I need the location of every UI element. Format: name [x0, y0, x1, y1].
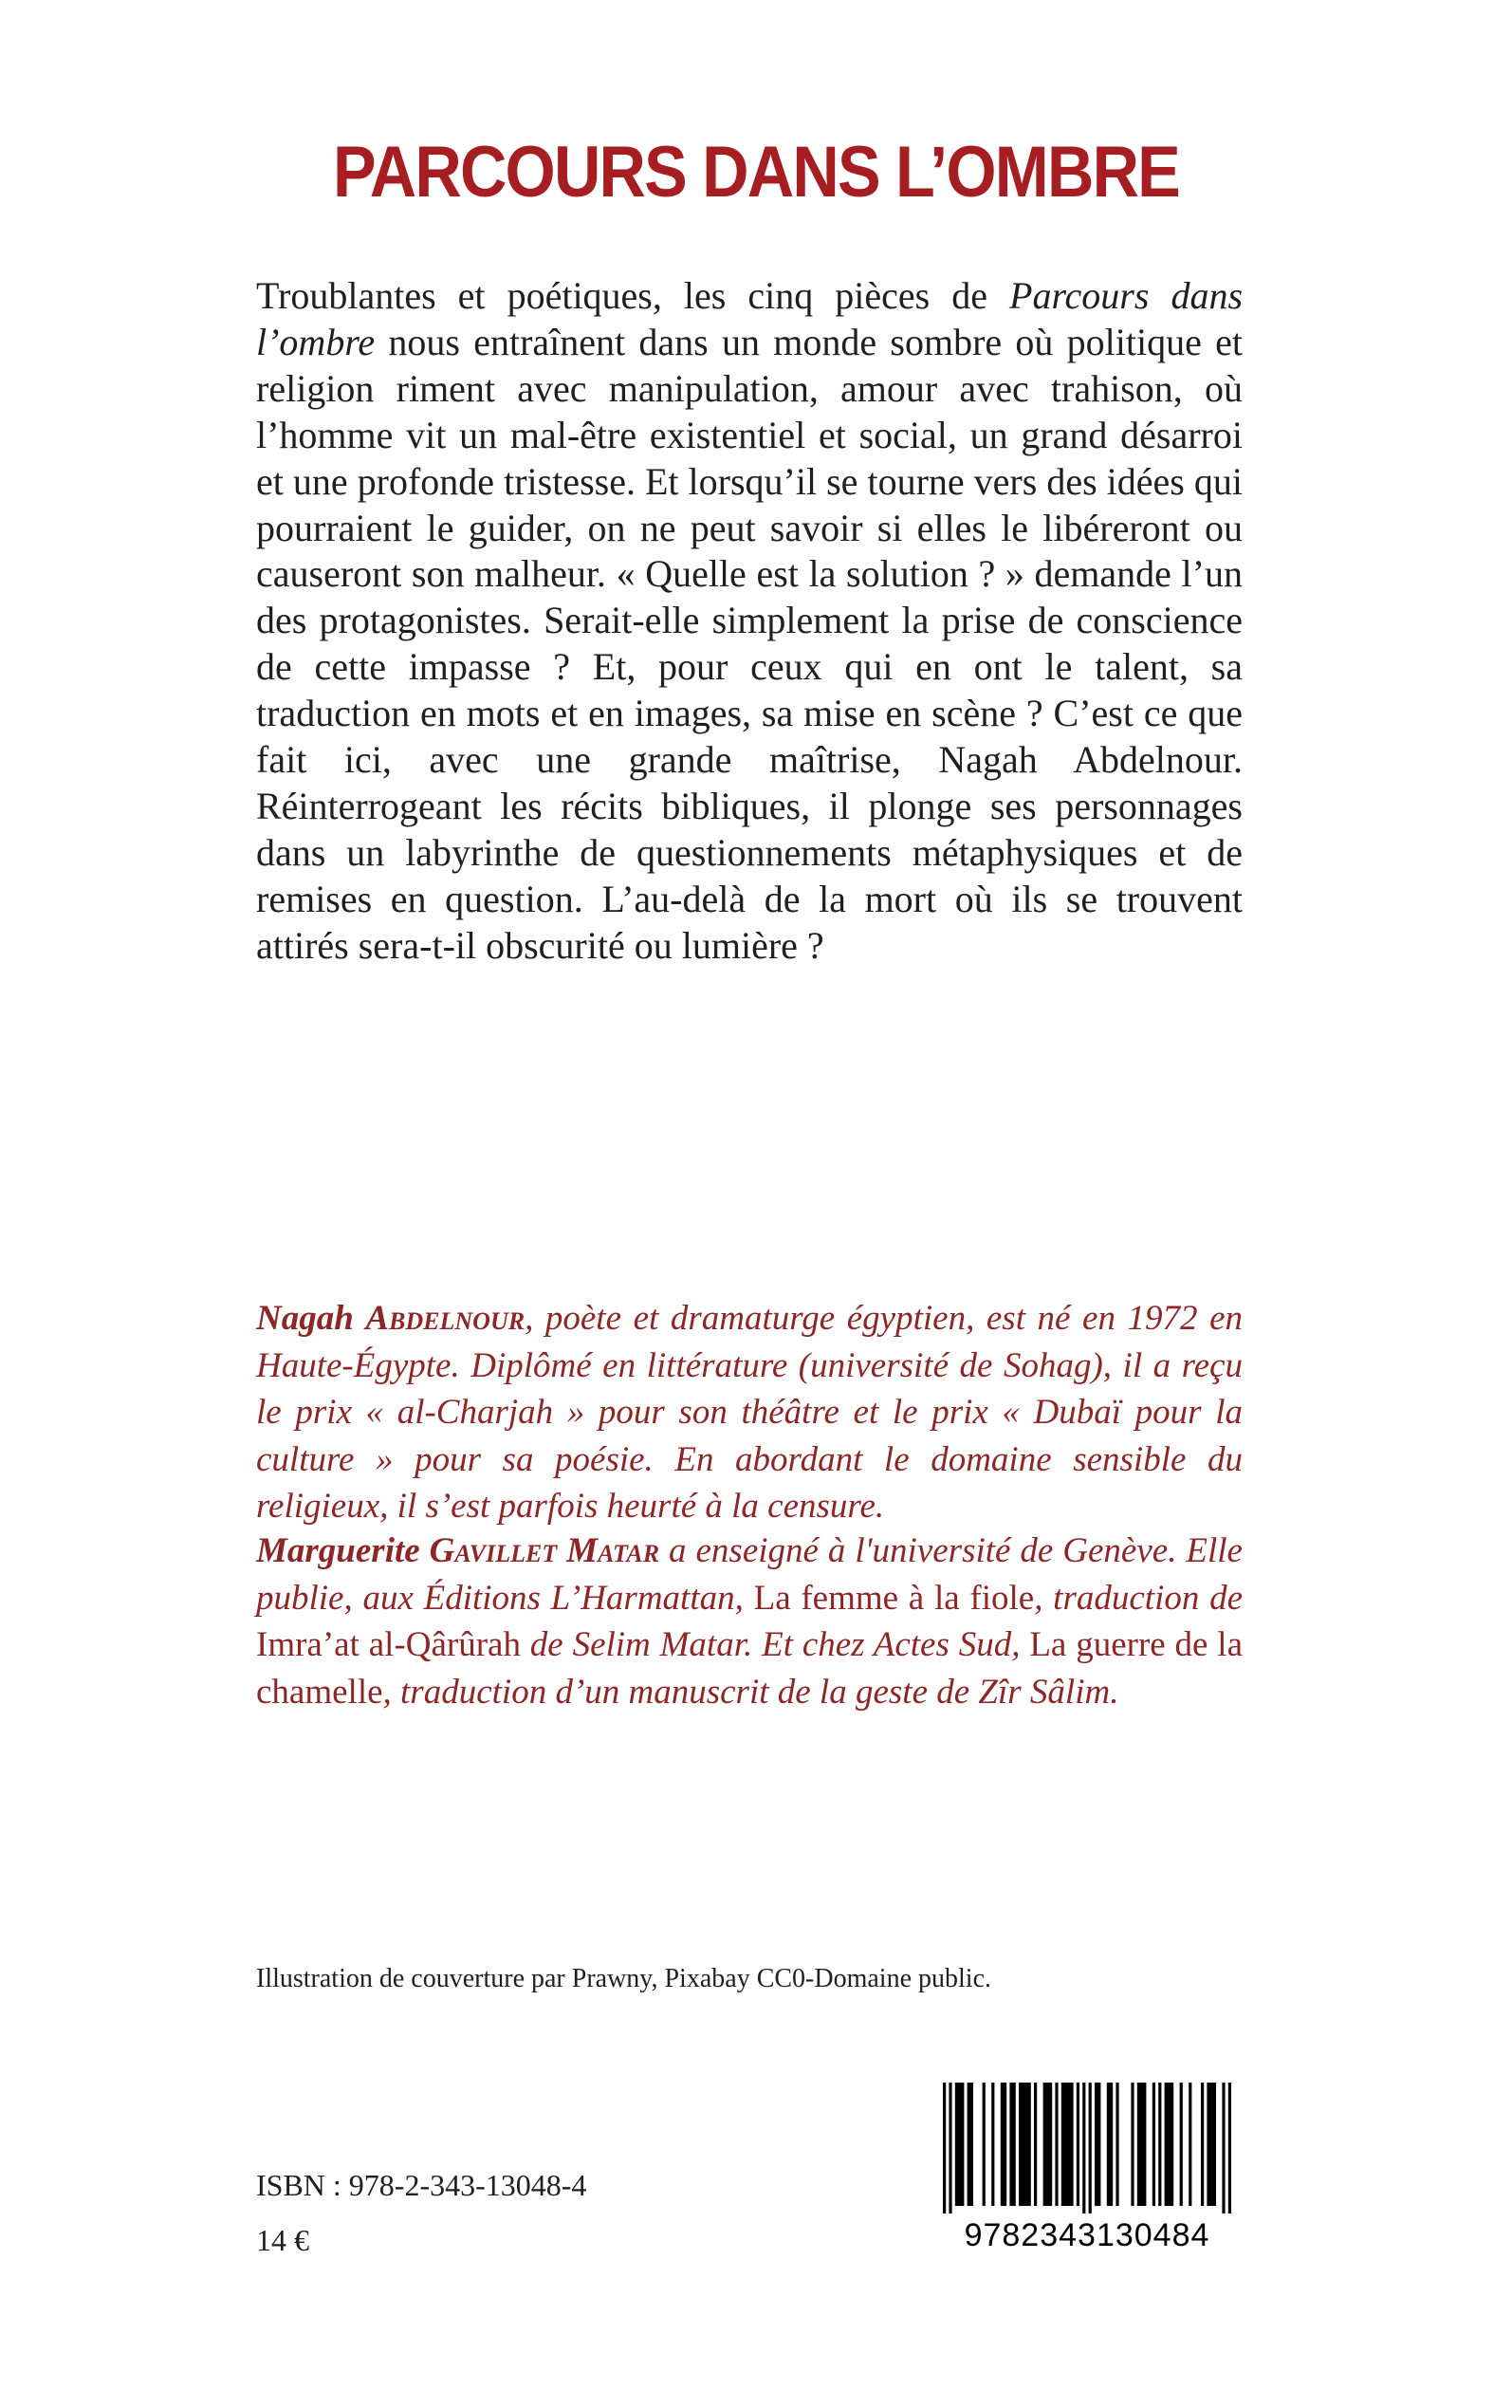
barcode-guard-bar — [1222, 2083, 1225, 2214]
translator-book-1: La femme à la fiole — [753, 1578, 1035, 1618]
barcode-bar — [1158, 2083, 1161, 2206]
barcode-bars — [943, 2083, 1231, 2214]
cover-illustration-credit: Illustration de couverture par Prawny, Pixabay CC0-Domaine public. — [256, 1964, 991, 1993]
barcode-bar — [1034, 2083, 1037, 2206]
translator-book-2: Imra’at al-Qârûrah — [256, 1625, 521, 1664]
blurb-text-rest: nous entraînent dans un monde sombre où politique et religion riment avec manipulation, amour avec trahison, où l’homme vit un mal-être existentiel et social, un grand désarroi et une profonde tristesse. Et lorsqu’il se tourne vers des idées qui pourraient le guider, on ne peut savoir si elles le libéreront ou causeront son malheur. « Quelle est la solution ? » demande l’un des protagonistes. Serait-elle simplement la prise de conscience de cette impasse ? Et, pour ceux qui en ont le talent, sa traduction en mots et en images, sa mise en scène ? C’est ce que fait ici, avec une grande maîtrise, Nagah Abdelnour. Réinterrogeant les récits bibliques, il plonge ses personnages dans un labyrinthe de questionnements métaphysiques et de remises en question. L’au-delà de la mort où ils se trouvent attirés sera-t-il obscurité ou lumière ? — [256, 320, 1243, 967]
translator-book-3: La guerre de la chamelle — [256, 1625, 1243, 1712]
translator-surname: Gavillet Matar — [429, 1531, 660, 1570]
barcode-bar — [1001, 2083, 1006, 2206]
barcode-bar — [1131, 2083, 1134, 2206]
barcode-guard-bar — [1082, 2083, 1085, 2214]
price-label: 14 € — [256, 2223, 309, 2257]
translator-bio-text-2: , traduction de — [1034, 1578, 1243, 1618]
isbn-barcode — [930, 2083, 1245, 2251]
barcode-bar — [1189, 2083, 1191, 2206]
author-bio-text: , poète et dramaturge égyptien, est né en 1972 en Haute-Égypte. Diplômé en littérature (université de Sohag), il a reçu le prix « al-Charjah » pour son théâtre et le prix « Dubaï pour la culture » pour sa poésie. En abordant le domaine sensible du religieux, il s’est parfois heurté à la censure. — [256, 1299, 1243, 1526]
author-surname: Abdelnour — [365, 1299, 526, 1338]
barcode-bar — [1201, 2083, 1204, 2206]
blurb-paragraph — [256, 273, 1243, 970]
barcode-bar — [1077, 2083, 1079, 2206]
barcode-bar — [1009, 2083, 1015, 2206]
barcode-bar — [1180, 2083, 1183, 2206]
barcode-bar — [1207, 2083, 1216, 2206]
barcode-bar — [1107, 2083, 1113, 2206]
isbn-label: ISBN : 978-2-343-13048-4 — [256, 2168, 587, 2202]
barcode-bar — [1137, 2083, 1147, 2206]
translator-bio — [256, 1528, 1243, 1715]
barcode-bar — [1116, 2083, 1118, 2206]
barcode-bar — [1095, 2083, 1100, 2206]
translator-bio-text-3: de Selim Matar. Et chez Actes Sud, — [520, 1625, 1030, 1664]
barcode-bar — [983, 2083, 986, 2206]
barcode-bar — [991, 2083, 994, 2206]
translator-bio-text-4: , traduction d’un manuscrit de la geste de Zîr Sâlim. — [382, 1672, 1119, 1712]
barcode-guard-bar — [943, 2083, 946, 2214]
barcode-bar — [1019, 2083, 1031, 2206]
blurb-text-start: Troublantes et poétiques, les cinq pièces de — [256, 274, 1010, 317]
barcode-guard-bar — [1228, 2083, 1231, 2214]
barcode-digits: 9782343130484 — [964, 2217, 1210, 2251]
barcode-bar — [955, 2083, 965, 2206]
translator-first-name: Marguerite — [256, 1531, 420, 1570]
barcode-bar — [1165, 2083, 1174, 2206]
author-first-name: Nagah — [256, 1299, 354, 1338]
author-bio — [256, 1295, 1243, 1530]
barcode-bar — [1043, 2083, 1053, 2206]
barcode-bar — [1061, 2083, 1074, 2206]
book-title: PARCOURS DANS L’OMBRE — [333, 132, 1179, 213]
translator-bio-text-1: a enseigné à l'université de Genève. Elle publie, aux Éditions L’Harmattan, — [256, 1531, 1243, 1618]
blurb-work-title: Parcours dans l’ombre — [256, 274, 1244, 363]
barcode-guard-bar — [1089, 2083, 1092, 2214]
barcode-bar — [1055, 2083, 1058, 2206]
barcode-bar — [1152, 2083, 1155, 2206]
barcode-guard-bar — [949, 2083, 951, 2214]
barcode-bar — [968, 2083, 973, 2206]
